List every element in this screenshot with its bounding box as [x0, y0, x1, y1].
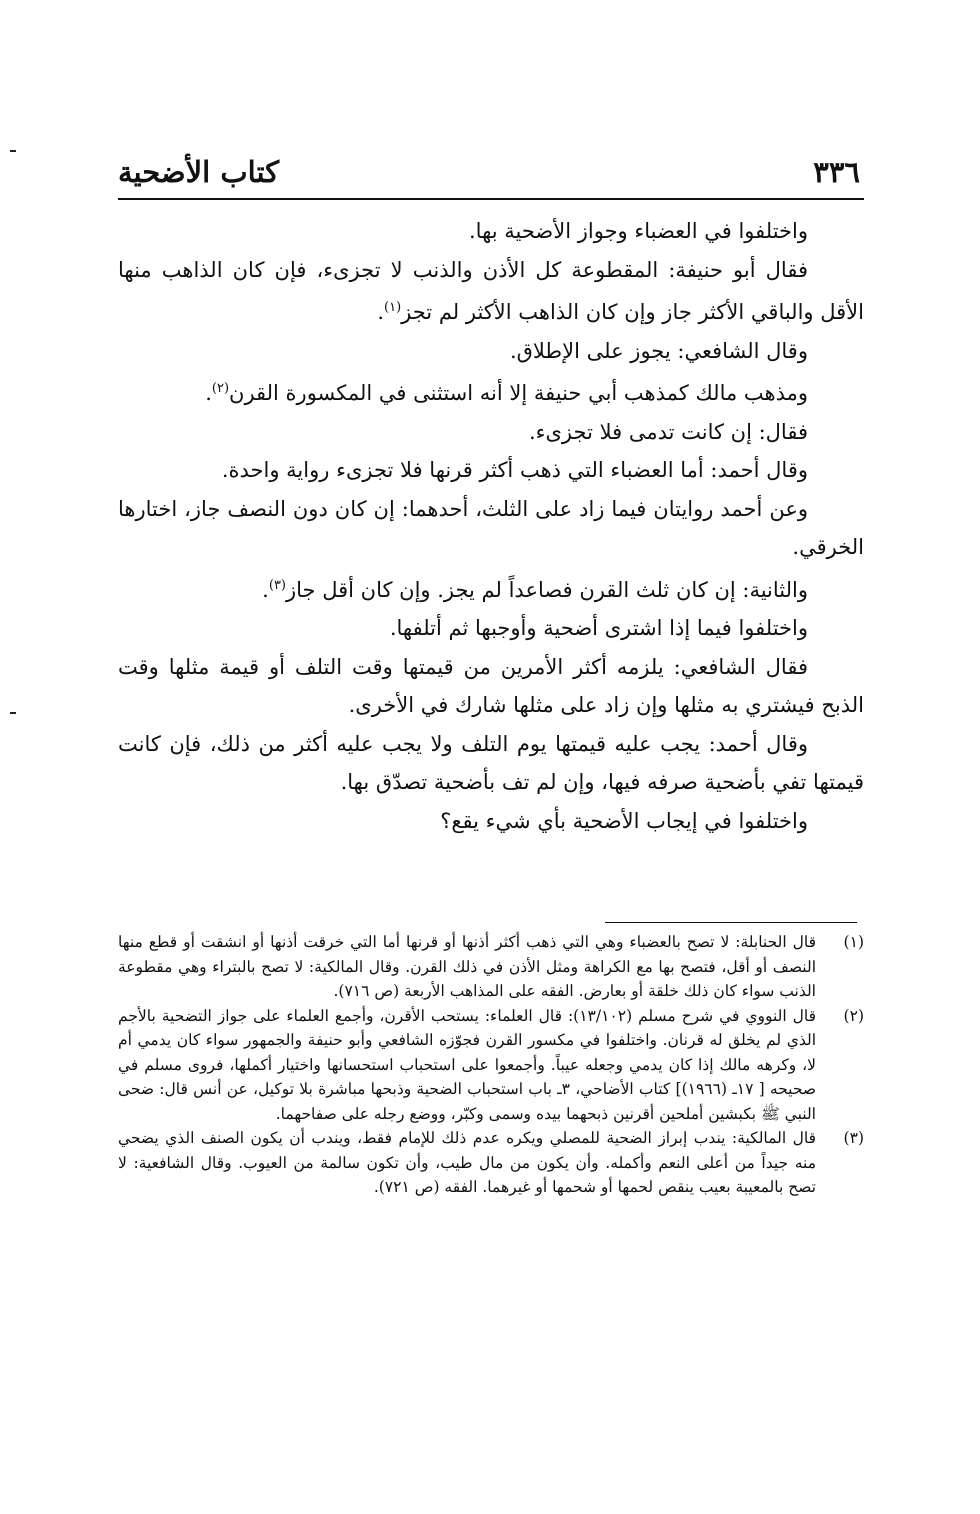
- footnote-number: (١): [843, 933, 864, 951]
- paragraph: وقال أحمد: أما العضباء التي ذهب أكثر قرنها فلا تجزىء رواية واحدة.: [221, 458, 808, 482]
- scan-margin-mark: [10, 712, 16, 714]
- footnote-ref: (٢): [211, 381, 230, 396]
- footnote-ref: (٣): [268, 577, 286, 593]
- main-text: [118, 212, 864, 840]
- paragraph: فقال أبو حنيفة: المقطوعة كل الأذن والذنب لا تجزىء، فإن كان الذاهب منها الأقل والباقي الأكثر جاز وإن كان الذاهب الأكثر لم تجز$^{(١)}$.: [118, 257, 864, 324]
- scan-margin-mark: [10, 150, 16, 152]
- footnote-text: قال النووي في شرح مسلم (١٣/١٠٢): قال العلماء: يستحب الأقرن، وأجمع العلماء على جواز التضحية بالأجم الذي لم يخلق له قرنان. واختلفوا في مكسور القرن فجوّزه الشافعي وأبو حنيفة والجمهور سواء كان يدمي أم لا، وكرهه مالك إذا كان يدمي وجعله عيباً. وأجمعوا على استحباب استحسانها واختيار أكملها، فروى مسلم في صحيحه [ ١٧ـ (١٩٦٦)] كتاب الأضاحي، ٣ـ باب استحباب الضحية وذبحها مباشرة بلا توكيل، عن أنس قال: ضحى النبي ﷺ بكبشين أملحين أقرنين ذبحهما بيده وسمى وكبّر، ووضع رجله على صفاحهما.: [118, 1006, 817, 1123]
- paragraph: وعن أحمد روايتان فيما زاد على الثلث، أحدهما: إن كان دون النصف جاز، اختارها الخرقي.: [118, 496, 864, 559]
- footnote-text: قال المالكية: يندب إبراز الضحية للمصلي ويكره عدم ذلك للإمام فقط، ويندب أن يكون الصنف الذي يضحي منه جيداً من أعلى النعم وأكمله. وأن يكون من مال طيب، وأن تكون سالمة من العيوب. وقال الشافعية: لا تصح بالمعيبة بعيب ينقص لحمها أو شحمها أو غيرهما. الفقه (ص ٧٢١).: [118, 1129, 816, 1196]
- paragraph: واختلفوا في إيجاب الأضحية بأي شيء يقع؟: [440, 808, 808, 833]
- footnotes: [118, 930, 864, 1200]
- paragraph: فقال الشافعي: يلزمه أكثر الأمرين من قيمتها وقت التلف أو قيمة مثلها وقت الذبح فيشتري به مثلها وإن زاد على مثلها شارك في الأخرى.: [118, 654, 864, 717]
- paragraph: وقال الشافعي: يجوز على الإطلاق.: [509, 338, 808, 363]
- page-number: ٣٣٦: [813, 155, 860, 189]
- paragraph: والثانية: إن كان ثلث القرن فصاعداً لم يجز. وإن كان أقل جاز$^{(٣)}$.: [262, 577, 808, 602]
- footnote: [118, 1126, 864, 1200]
- chapter-title: كتاب الأضحية: [118, 155, 280, 189]
- paragraph: ومذهب مالك كمذهب أبي حنيفة إلا أنه استثنى في المكسورة القرن$^{(٢)}$.: [205, 381, 808, 405]
- footnote-text: قال الحنابلة: لا تصح بالعضباء وهي التي ذهب أكثر أذنها أو قرنها أما التي خرقت أذنها أو انشقت أو قطع منها النصف أو أقل، فتصح بها مع الكراهة ومثل الأذن في ذلك القرن. وقال المالكية: لا تصح بالبتراء وهي مقطوعة الذنب سواء كان ذلك خلقة أو بعارض. الفقه على المذاهب الأربعة (ص ٧١٦).: [118, 933, 816, 1000]
- footnote-number: (٣): [843, 1129, 864, 1147]
- footnote-separator: [605, 922, 857, 923]
- footnote: [118, 930, 864, 1004]
- footnote-number: (٢): [843, 1006, 864, 1025]
- paragraph: فقال: إن كانت تدمى فلا تجزىء.: [528, 419, 808, 444]
- running-header: [118, 150, 864, 200]
- paragraph: واختلفوا فيما إذا اشترى أضحية وأوجبها ثم أتلفها.: [389, 616, 808, 640]
- paragraph: واختلفوا في العضباء وجواز الأضحية بها.: [469, 219, 808, 243]
- paragraph: وقال أحمد: يجب عليه قيمتها يوم التلف ولا يجب عليه أكثر من ذلك، فإن كانت قيمتها تفي بأضحية صرفه فيها، وإن لم تف بأضحية تصدّق بها.: [118, 731, 864, 794]
- footnote: [118, 1004, 864, 1127]
- footnote-ref: (١): [384, 300, 402, 315]
